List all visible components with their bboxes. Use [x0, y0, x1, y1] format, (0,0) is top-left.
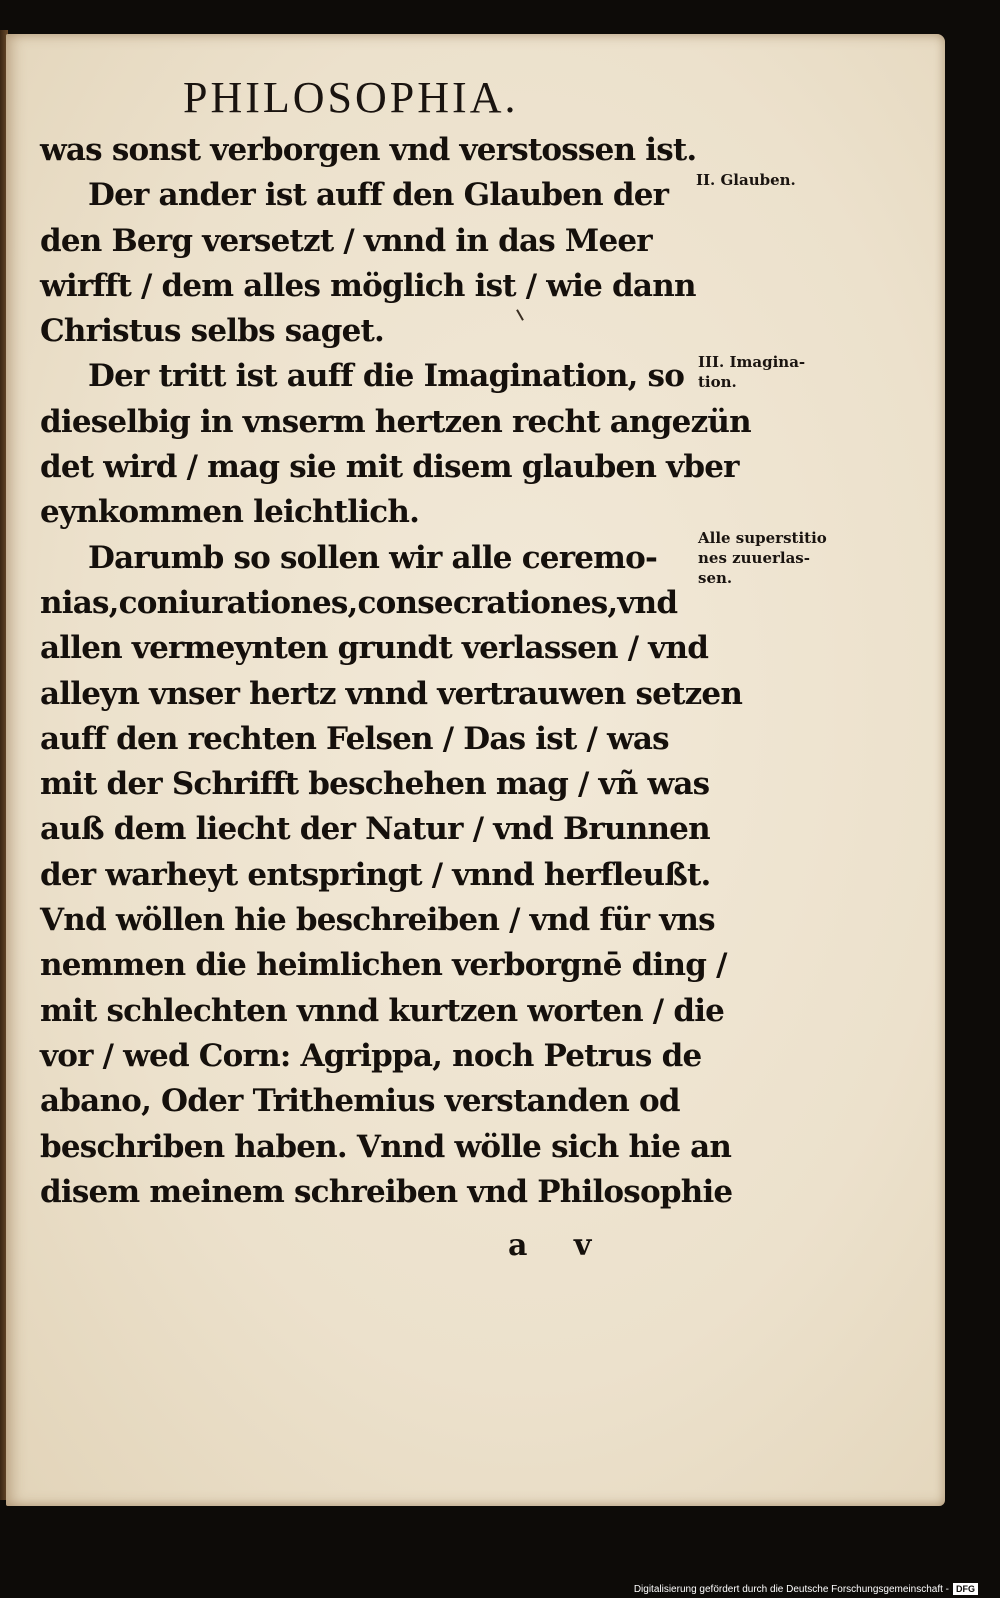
marginal-note-line: Alle superstitio: [698, 529, 827, 547]
text-line: alleyn vnser hertz vnnd vertrauwen setzen: [40, 675, 743, 712]
marginal-note-line: nes zuuerlas-: [698, 549, 810, 567]
marginal-note-line: sen.: [698, 569, 733, 587]
text-line: eynkommen leichtlich.: [40, 494, 420, 531]
text-line: was sonst verborgen vnd verstossen ist.: [40, 132, 697, 168]
text-line: disem meinem schreiben vnd Philosophie: [40, 1173, 733, 1210]
marginal-note-imagination: [698, 352, 848, 392]
marginal-note-text: II. Glauben.: [696, 171, 796, 189]
text-line: Der ander ist auff den Glauben der: [88, 177, 669, 214]
digitization-footer: [634, 1583, 978, 1595]
text-line: beschriben haben. Vnnd wölle sich hie an: [40, 1128, 732, 1165]
text-line: auß dem liecht der Natur / vnd Brunnen: [40, 811, 710, 848]
text-line: det wird / mag sie mit disem glauben vber: [40, 449, 739, 486]
text-line: abano, Oder Trithemius verstanden od: [40, 1083, 680, 1120]
footer-credit: Digitalisierung gefördert durch die Deutsche Forschungsgemeinschaft -: [633, 1583, 949, 1595]
text-line: Darumb so sollen wir alle ceremo-: [88, 539, 658, 576]
text-line: auff den rechten Felsen / Das ist / was: [40, 720, 669, 757]
text-line: mit schlechten vnnd kurtzen worten / die: [40, 992, 725, 1029]
text-line: nemmen die heimlichen verborgnē ding /: [40, 947, 727, 984]
text-line: allen vermeynten grundt verlassen / vnd: [40, 630, 709, 667]
text-line: nias,coniurationes,consecrationes,vnd: [40, 584, 678, 621]
text-line: mit der Schrifft beschehen mag / vñ was: [40, 766, 710, 803]
marginal-note-line: tion.: [698, 373, 737, 391]
text-line: Vnd wöllen hie beschreiben / vnd für vns: [40, 902, 715, 939]
text-line: vor / wed Corn: Agrippa, noch Petrus de: [40, 1037, 702, 1074]
text-line: Der tritt ist auff die Imagination, so: [88, 358, 685, 395]
text-line: dieselbig in vnserm hertzen recht angezün: [40, 403, 751, 440]
marginal-note-glauben: [696, 170, 796, 190]
text-line: den Berg versetzt / vnnd in das Meer: [40, 222, 652, 259]
text-line: wirfft / dem alles möglich ist / wie dann: [40, 267, 696, 304]
text-line: Christus selbs saget.: [40, 313, 384, 350]
running-head: PHILOSOPHIA.: [183, 73, 519, 122]
marginal-note-superstitiones: [698, 528, 858, 588]
marginal-note-line: III. Imagina-: [698, 353, 806, 371]
signature-mark: a v: [508, 1228, 592, 1263]
dfg-logo-icon: DFG: [953, 1583, 978, 1595]
text-line: der warheyt entspringt / vnnd herfleußt.: [40, 856, 711, 893]
